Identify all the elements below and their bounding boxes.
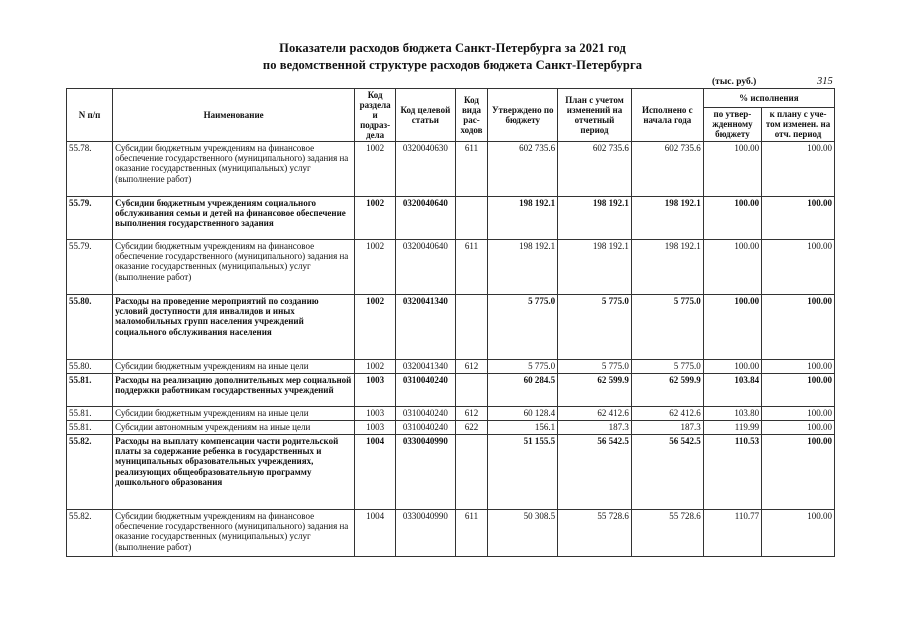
- row-executed: 5 775.0: [631, 295, 703, 360]
- row-approved: 5 775.0: [488, 360, 558, 374]
- row-section: 1004: [355, 510, 396, 557]
- row-pct-budget: 110.53: [703, 435, 761, 510]
- row-approved: 50 308.5: [488, 510, 558, 557]
- row-exptype: [455, 374, 488, 407]
- row-name: Субсидии бюджетным учреждениям социального обслуживания семьи и детей на финансовое обеспечение выполнения государственного задания: [113, 197, 355, 240]
- header-approved: Утверждено по бюджету: [488, 89, 558, 142]
- row-plan: 5 775.0: [558, 295, 632, 360]
- row-section: 1002: [355, 360, 396, 374]
- row-exptype: [455, 295, 488, 360]
- row-pct-plan: 100.00: [762, 421, 835, 435]
- row-target: 0320040640: [396, 240, 455, 295]
- row-approved: 51 155.5: [488, 435, 558, 510]
- row-plan: 602 735.6: [558, 142, 632, 197]
- row-exptype: 612: [455, 407, 488, 421]
- row-plan: 56 542.5: [558, 435, 632, 510]
- row-section: 1003: [355, 421, 396, 435]
- row-pct-plan: 100.00: [762, 240, 835, 295]
- table-row: [67, 421, 835, 435]
- row-exptype: 612: [455, 360, 488, 374]
- row-plan: 187.3: [558, 421, 632, 435]
- table-row: [67, 142, 835, 197]
- row-section: 1002: [355, 240, 396, 295]
- row-target: 0330040990: [396, 435, 455, 510]
- row-executed: 602 735.6: [631, 142, 703, 197]
- row-pct-budget: 100.00: [703, 197, 761, 240]
- row-executed: 198 192.1: [631, 197, 703, 240]
- row-section: 1002: [355, 142, 396, 197]
- row-section: 1002: [355, 295, 396, 360]
- header-pct: % исполнения: [703, 89, 834, 108]
- row-name: Расходы на выплату компенсации части родительской платы за содержание ребенка в государственных и муниципальных образовательных учреждениях, реализующих общеобразовательную программу дошкольного образования: [113, 435, 355, 510]
- row-pct-budget: 103.84: [703, 374, 761, 407]
- row-target: 0310040240: [396, 374, 455, 407]
- row-pct-budget: 100.00: [703, 240, 761, 295]
- row-name: Субсидии бюджетным учреждениям на финансовое обеспечение государственного (муниципального) задания на оказание государственных (муниципальных) услуг (выполнение работ): [113, 240, 355, 295]
- row-executed: 187.3: [631, 421, 703, 435]
- table-row: [67, 510, 835, 557]
- page-number: 315: [817, 76, 833, 87]
- table-row: [67, 435, 835, 510]
- header-target: Код целевой статьи: [396, 89, 455, 142]
- row-target: 0310040240: [396, 421, 455, 435]
- row-pct-plan: 100.00: [762, 407, 835, 421]
- document-title: Показатели расходов бюджета Санкт-Петербурга за 2021 год: [279, 41, 626, 55]
- row-pct-budget: 119.99: [703, 421, 761, 435]
- row-pct-budget: 100.00: [703, 142, 761, 197]
- row-num: 55.78.: [67, 142, 113, 197]
- units-label: (тыс. руб.): [712, 77, 757, 87]
- row-target: 0330040990: [396, 510, 455, 557]
- table-row: [67, 360, 835, 374]
- row-executed: 5 775.0: [631, 360, 703, 374]
- row-name: Субсидии бюджетным учреждениям на иные цели: [113, 407, 355, 421]
- row-pct-plan: 100.00: [762, 435, 835, 510]
- header-pct-budget: по утвер-жденному бюджету: [703, 107, 761, 141]
- row-plan: 62 599.9: [558, 374, 632, 407]
- row-num: 55.82.: [67, 510, 113, 557]
- table-row: [67, 295, 835, 360]
- header-exptype: Код вида рас-ходов: [455, 89, 488, 142]
- row-target: 0320040640: [396, 197, 455, 240]
- row-pct-plan: 100.00: [762, 374, 835, 407]
- header-name: Наименование: [113, 89, 355, 142]
- row-name: Расходы на реализацию дополнительных мер социальной поддержки работникам государственных учреждений: [113, 374, 355, 407]
- row-section: 1004: [355, 435, 396, 510]
- row-exptype: [455, 435, 488, 510]
- row-name: Субсидии автономным учреждениям на иные цели: [113, 421, 355, 435]
- row-num: 55.79.: [67, 197, 113, 240]
- row-approved: 60 128.4: [488, 407, 558, 421]
- row-approved: 198 192.1: [488, 197, 558, 240]
- row-pct-plan: 100.00: [762, 295, 835, 360]
- row-executed: 56 542.5: [631, 435, 703, 510]
- budget-table: [66, 88, 835, 557]
- row-plan: 55 728.6: [558, 510, 632, 557]
- row-num: 55.80.: [67, 360, 113, 374]
- row-exptype: [455, 197, 488, 240]
- row-num: 55.82.: [67, 435, 113, 510]
- row-section: 1003: [355, 374, 396, 407]
- row-approved: 60 284.5: [488, 374, 558, 407]
- row-pct-plan: 100.00: [762, 510, 835, 557]
- row-target: 0310040240: [396, 407, 455, 421]
- header-plan: План с учетом изменений на отчетный период: [558, 89, 632, 142]
- row-pct-budget: 100.00: [703, 360, 761, 374]
- row-executed: 55 728.6: [631, 510, 703, 557]
- header-num: N п/п: [67, 89, 113, 142]
- row-name: Субсидии бюджетным учреждениям на иные цели: [113, 360, 355, 374]
- row-target: 0320041340: [396, 295, 455, 360]
- header-section: Код раздела и подраз-дела: [355, 89, 396, 142]
- header-executed: Исполнено с начала года: [631, 89, 703, 142]
- table-row: [67, 197, 835, 240]
- table-row: [67, 407, 835, 421]
- row-num: 55.81.: [67, 374, 113, 407]
- row-target: 0320041340: [396, 360, 455, 374]
- row-pct-budget: 103.80: [703, 407, 761, 421]
- row-num: 55.80.: [67, 295, 113, 360]
- row-target: 0320040630: [396, 142, 455, 197]
- row-num: 55.81.: [67, 421, 113, 435]
- row-name: Расходы на проведение мероприятий по созданию условий доступности для инвалидов и иных маломобильных групп населения учреждений социального обслуживания населения: [113, 295, 355, 360]
- row-pct-budget: 110.77: [703, 510, 761, 557]
- row-plan: 198 192.1: [558, 197, 632, 240]
- row-name: Субсидии бюджетным учреждениям на финансовое обеспечение государственного (муниципального) задания на оказание государственных (муниципальных) услуг (выполнение работ): [113, 510, 355, 557]
- row-exptype: 611: [455, 240, 488, 295]
- row-approved: 602 735.6: [488, 142, 558, 197]
- row-pct-plan: 100.00: [762, 142, 835, 197]
- row-approved: 156.1: [488, 421, 558, 435]
- row-approved: 5 775.0: [488, 295, 558, 360]
- row-pct-plan: 100.00: [762, 197, 835, 240]
- row-executed: 62 412.6: [631, 407, 703, 421]
- row-section: 1003: [355, 407, 396, 421]
- row-num: 55.79.: [67, 240, 113, 295]
- row-plan: 198 192.1: [558, 240, 632, 295]
- row-plan: 62 412.6: [558, 407, 632, 421]
- row-approved: 198 192.1: [488, 240, 558, 295]
- row-pct-budget: 100.00: [703, 295, 761, 360]
- header-pct-plan: к плану с уче-том изменен. на отч. период: [762, 107, 835, 141]
- table-row: [67, 374, 835, 407]
- row-plan: 5 775.0: [558, 360, 632, 374]
- row-exptype: 611: [455, 510, 488, 557]
- row-exptype: 622: [455, 421, 488, 435]
- row-executed: 198 192.1: [631, 240, 703, 295]
- document-subtitle: по ведомственной структуре расходов бюджета Санкт-Петербурга: [262, 58, 643, 72]
- table-row: [67, 240, 835, 295]
- row-exptype: 611: [455, 142, 488, 197]
- row-pct-plan: 100.00: [762, 360, 835, 374]
- row-section: 1002: [355, 197, 396, 240]
- row-executed: 62 599.9: [631, 374, 703, 407]
- row-name: Субсидии бюджетным учреждениям на финансовое обеспечение государственного (муниципального) задания на оказание государственных (муниципальных) услуг (выполнение работ): [113, 142, 355, 197]
- row-num: 55.81.: [67, 407, 113, 421]
